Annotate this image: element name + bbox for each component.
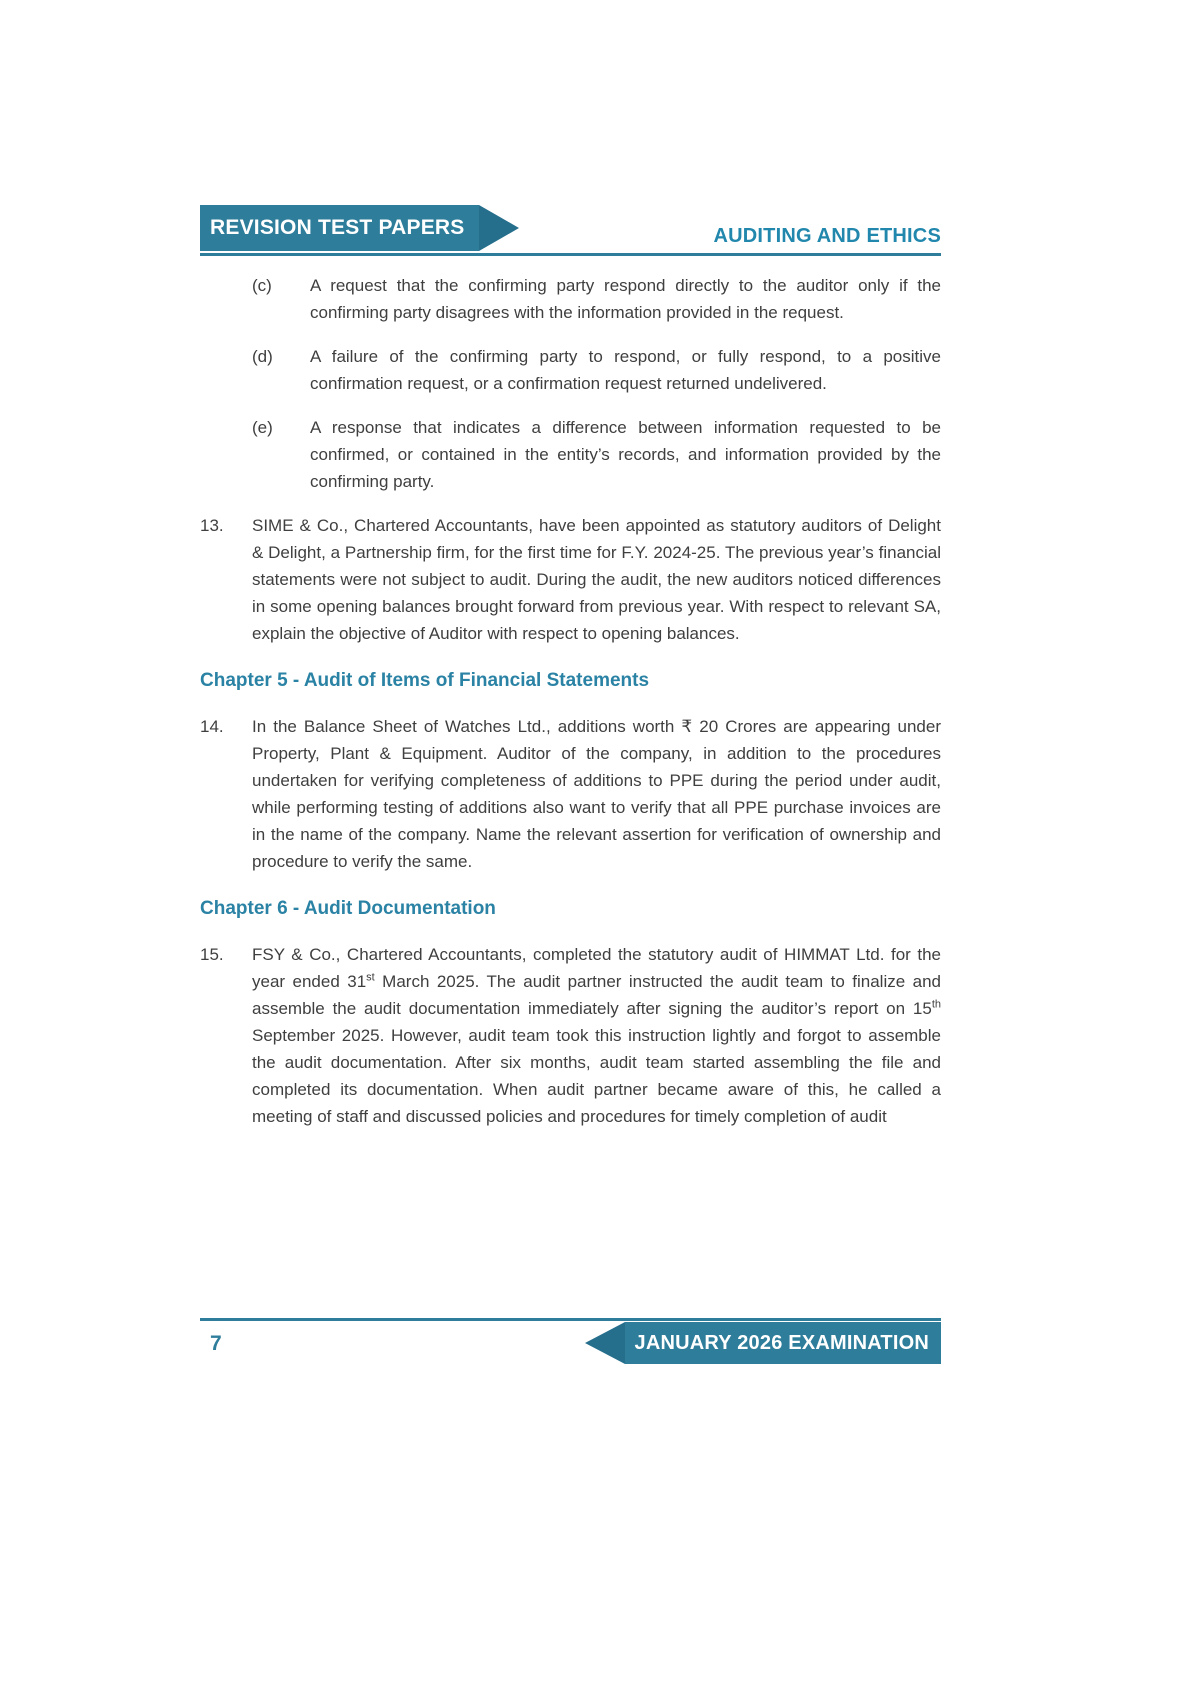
list-item-c	[200, 272, 941, 326]
item-text: A response that indicates a difference between information requested to be confirmed, or contained in the entity’s records, and information provided by the confirming party.	[310, 418, 941, 491]
chapter-6-heading: Chapter 6 - Audit Documentation	[200, 898, 496, 919]
item-label: (e)	[252, 418, 273, 437]
question-14	[200, 713, 941, 875]
superscript-ordinal: st	[366, 971, 375, 984]
header-row	[200, 205, 941, 251]
item-text: A request that the confirming party respond directly to the auditor only if the confirming party disagrees with the information provided in the request.	[310, 276, 941, 322]
page-header	[200, 205, 941, 256]
question-13	[200, 512, 941, 647]
question-15	[200, 941, 941, 1130]
question-text	[252, 941, 941, 1130]
text-run: September 2025. However, audit team took this instruction lightly and forgot to assemble the audit documentation. After six months, audit team started assembling the file and completed its documentation. When audit partner became aware of this, he called a meeting of staff and discussed policies and procedures for timely completion of audit	[252, 1026, 941, 1126]
arrow-left-icon	[585, 1322, 625, 1364]
list-item-d	[200, 343, 941, 397]
superscript-ordinal: th	[931, 998, 941, 1011]
header-banner	[200, 205, 479, 251]
arrow-right-icon	[479, 205, 519, 251]
question-number: 15.	[200, 945, 224, 964]
item-label: (c)	[252, 276, 272, 295]
list-item-e	[200, 414, 941, 495]
question-number: 14.	[200, 717, 224, 736]
question-number: 13.	[200, 516, 224, 535]
header-banner-title: REVISION TEST PAPERS	[210, 216, 465, 239]
footer-row	[200, 1322, 941, 1364]
question-text: SIME & Co., Chartered Accountants, have been appointed as statutory auditors of Delight & Delight, a Partnership firm, for the first time for F.Y. 2024-25. The previous year’s financial statements were not subject to audit. During the audit, the new auditors noticed differences in some opening balances brought forward from previous year. With respect to relevant SA, explain the objective of Auditor with respect to opening balances.	[252, 516, 941, 643]
subject-title: AUDITING AND ETHICS	[713, 225, 941, 247]
footer-banner	[625, 1322, 942, 1364]
item-label: (d)	[252, 347, 273, 366]
page-content	[200, 272, 941, 1147]
item-text: A failure of the confirming party to respond, or fully respond, to a positive confirmation request, or a confirmation request returned undelivered.	[310, 347, 941, 393]
footer-divider	[200, 1318, 941, 1321]
header-divider	[200, 253, 941, 256]
page-footer	[200, 1318, 941, 1364]
question-text: In the Balance Sheet of Watches Ltd., additions worth ₹ 20 Crores are appearing under Property, Plant & Equipment. Auditor of the company, in addition to the procedures undertaken for verifying completeness of additions to PPE during the period under audit, while performing testing of additions also want to verify that all PPE purchase invoices are in the name of the company. Name the relevant assertion for verification of ownership and procedure to verify the same.	[252, 717, 941, 871]
chapter-5-heading: Chapter 5 - Audit of Items of Financial Statements	[200, 670, 650, 691]
text-run: March 2025. The audit partner instructed the audit team to finalize and assemble the audit documentation immediately after signing the auditor’s report on 15	[252, 972, 941, 1018]
text-run: FSY & Co., Chartered Accountants, completed the statutory audit of HIMMAT Ltd. for the year ended 31	[252, 945, 941, 991]
page-number: 7	[210, 1332, 222, 1355]
footer-banner-title: JANUARY 2026 EXAMINATION	[634, 1331, 929, 1354]
